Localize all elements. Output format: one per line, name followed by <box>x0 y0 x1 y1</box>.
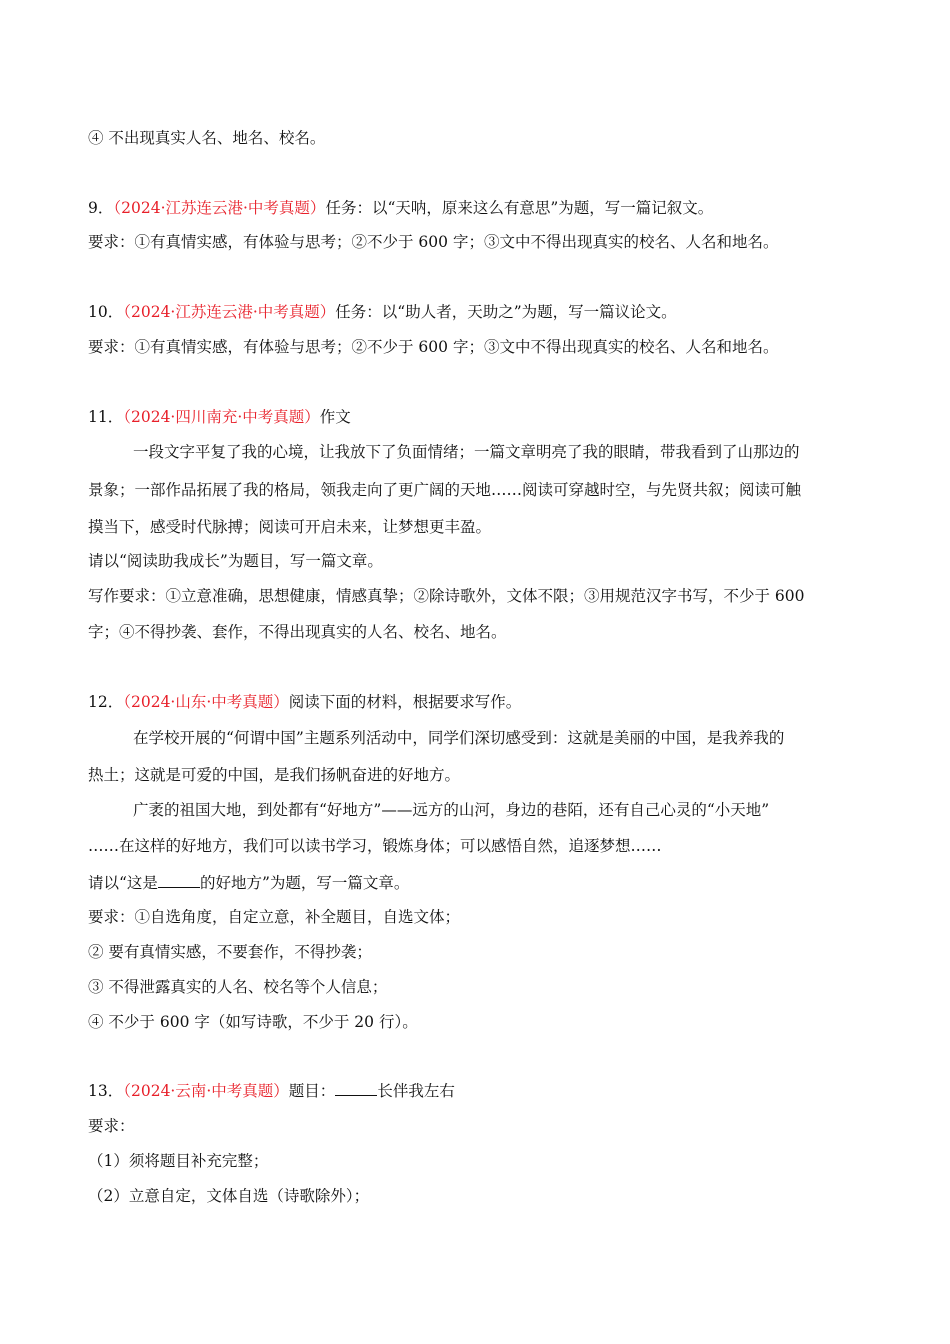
source-tag: （2024·四川南充·中考真题） <box>123 408 320 426</box>
source-tag: （2024·江苏连云港·中考真题） <box>123 303 336 321</box>
material-line: 热土；这就是可爱的中国，是我们扬帆奋进的好地方。 <box>88 766 461 784</box>
fill-in-blank <box>158 873 200 888</box>
requirement-line: ④ 不少于 600 字（如写诗歌，不少于 20 行）。 <box>88 1013 418 1031</box>
question-12-header <box>88 692 521 712</box>
task-text: 任务：以“天呐，原来这么有意思”为题，写一篇记叙文。 <box>325 199 714 217</box>
task-text: 作文 <box>319 408 351 426</box>
material-line: 摸当下，感受时代脉搏；阅读可开启未来，让梦想更丰盈。 <box>88 518 492 536</box>
requirement-line: 字；④不得抄袭、套作，不得出现真实的人名、校名、地名。 <box>88 623 507 641</box>
requirement-line: 要求：①有真情实感，有体验与思考；②不少于 600 字；③文中不得出现真实的校名、人名和地名。 <box>88 338 779 356</box>
requirement-line: （2）立意自定，文体自选（诗歌除外）； <box>88 1187 370 1205</box>
material-line: ……在这样的好地方，我们可以读书学习，锻炼身体；可以感悟自然，追逐梦想…… <box>88 837 662 855</box>
material-line: 在学校开展的“何谓中国”主题系列活动中，同学们深切感受到：这就是美丽的中国，是我养我的 <box>133 729 785 747</box>
prompt-text-start: 请以“这是 <box>88 874 158 892</box>
question-number: 11． <box>88 408 124 426</box>
task-text-end: 长伴我左右 <box>377 1082 455 1100</box>
requirement-line: 要求：①自选角度，自定立意，补全题目，自选文体； <box>88 908 461 926</box>
question-number: 10． <box>88 303 124 321</box>
fill-in-blank <box>335 1081 377 1096</box>
material-line: 一段文字平复了我的心境，让我放下了负面情绪；一篇文章明亮了我的眼睛，带我看到了山那边的 <box>133 443 800 461</box>
question-number: 12． <box>88 693 124 711</box>
material-line: 广袤的祖国大地，到处都有“好地方”——远方的山河，身边的巷陌，还有自己心灵的“小天地” <box>133 801 770 819</box>
requirement-line: ④ 不出现真实人名、地名、校名。 <box>88 129 326 147</box>
prompt-line <box>88 873 409 893</box>
source-tag: （2024·江苏连云港·中考真题） <box>113 199 326 217</box>
question-9-header <box>88 198 713 218</box>
requirement-line: 写作要求：①立意准确，思想健康，情感真挚；②除诗歌外，文体不限；③用规范汉字书写，不少于 600 <box>88 587 805 605</box>
task-text: 任务：以“助人者，天助之”为题，写一篇议论文。 <box>335 303 677 321</box>
source-tag: （2024·云南·中考真题） <box>123 1082 289 1100</box>
prompt-text-end: 的好地方”为题，写一篇文章。 <box>199 874 410 892</box>
task-text: 阅读下面的材料，根据要求写作。 <box>288 693 522 711</box>
requirement-line: 要求：①有真情实感，有体验与思考；②不少于 600 字；③文中不得出现真实的校名、人名和地名。 <box>88 233 779 251</box>
question-11-header <box>88 407 351 427</box>
material-line: 景象；一部作品拓展了我的格局，领我走向了更广阔的天地……阅读可穿越时空，与先贤共叙；阅读可触 <box>88 481 802 499</box>
question-number: 9． <box>88 199 114 217</box>
question-13-header <box>88 1081 455 1101</box>
question-number: 13． <box>88 1082 124 1100</box>
question-10-header <box>88 302 677 322</box>
requirement-line: ③ 不得泄露真实的人名、校名等个人信息； <box>88 978 388 996</box>
requirement-line: （1）须将题目补充完整； <box>88 1152 269 1170</box>
source-tag: （2024·山东·中考真题） <box>123 693 289 711</box>
requirement-line: ② 要有真情实感，不要套作，不得抄袭； <box>88 943 372 961</box>
prompt-line: 请以“阅读助我成长”为题目，写一篇文章。 <box>88 552 383 570</box>
requirement-heading: 要求： <box>88 1117 135 1135</box>
task-text: 题目： <box>288 1082 336 1100</box>
